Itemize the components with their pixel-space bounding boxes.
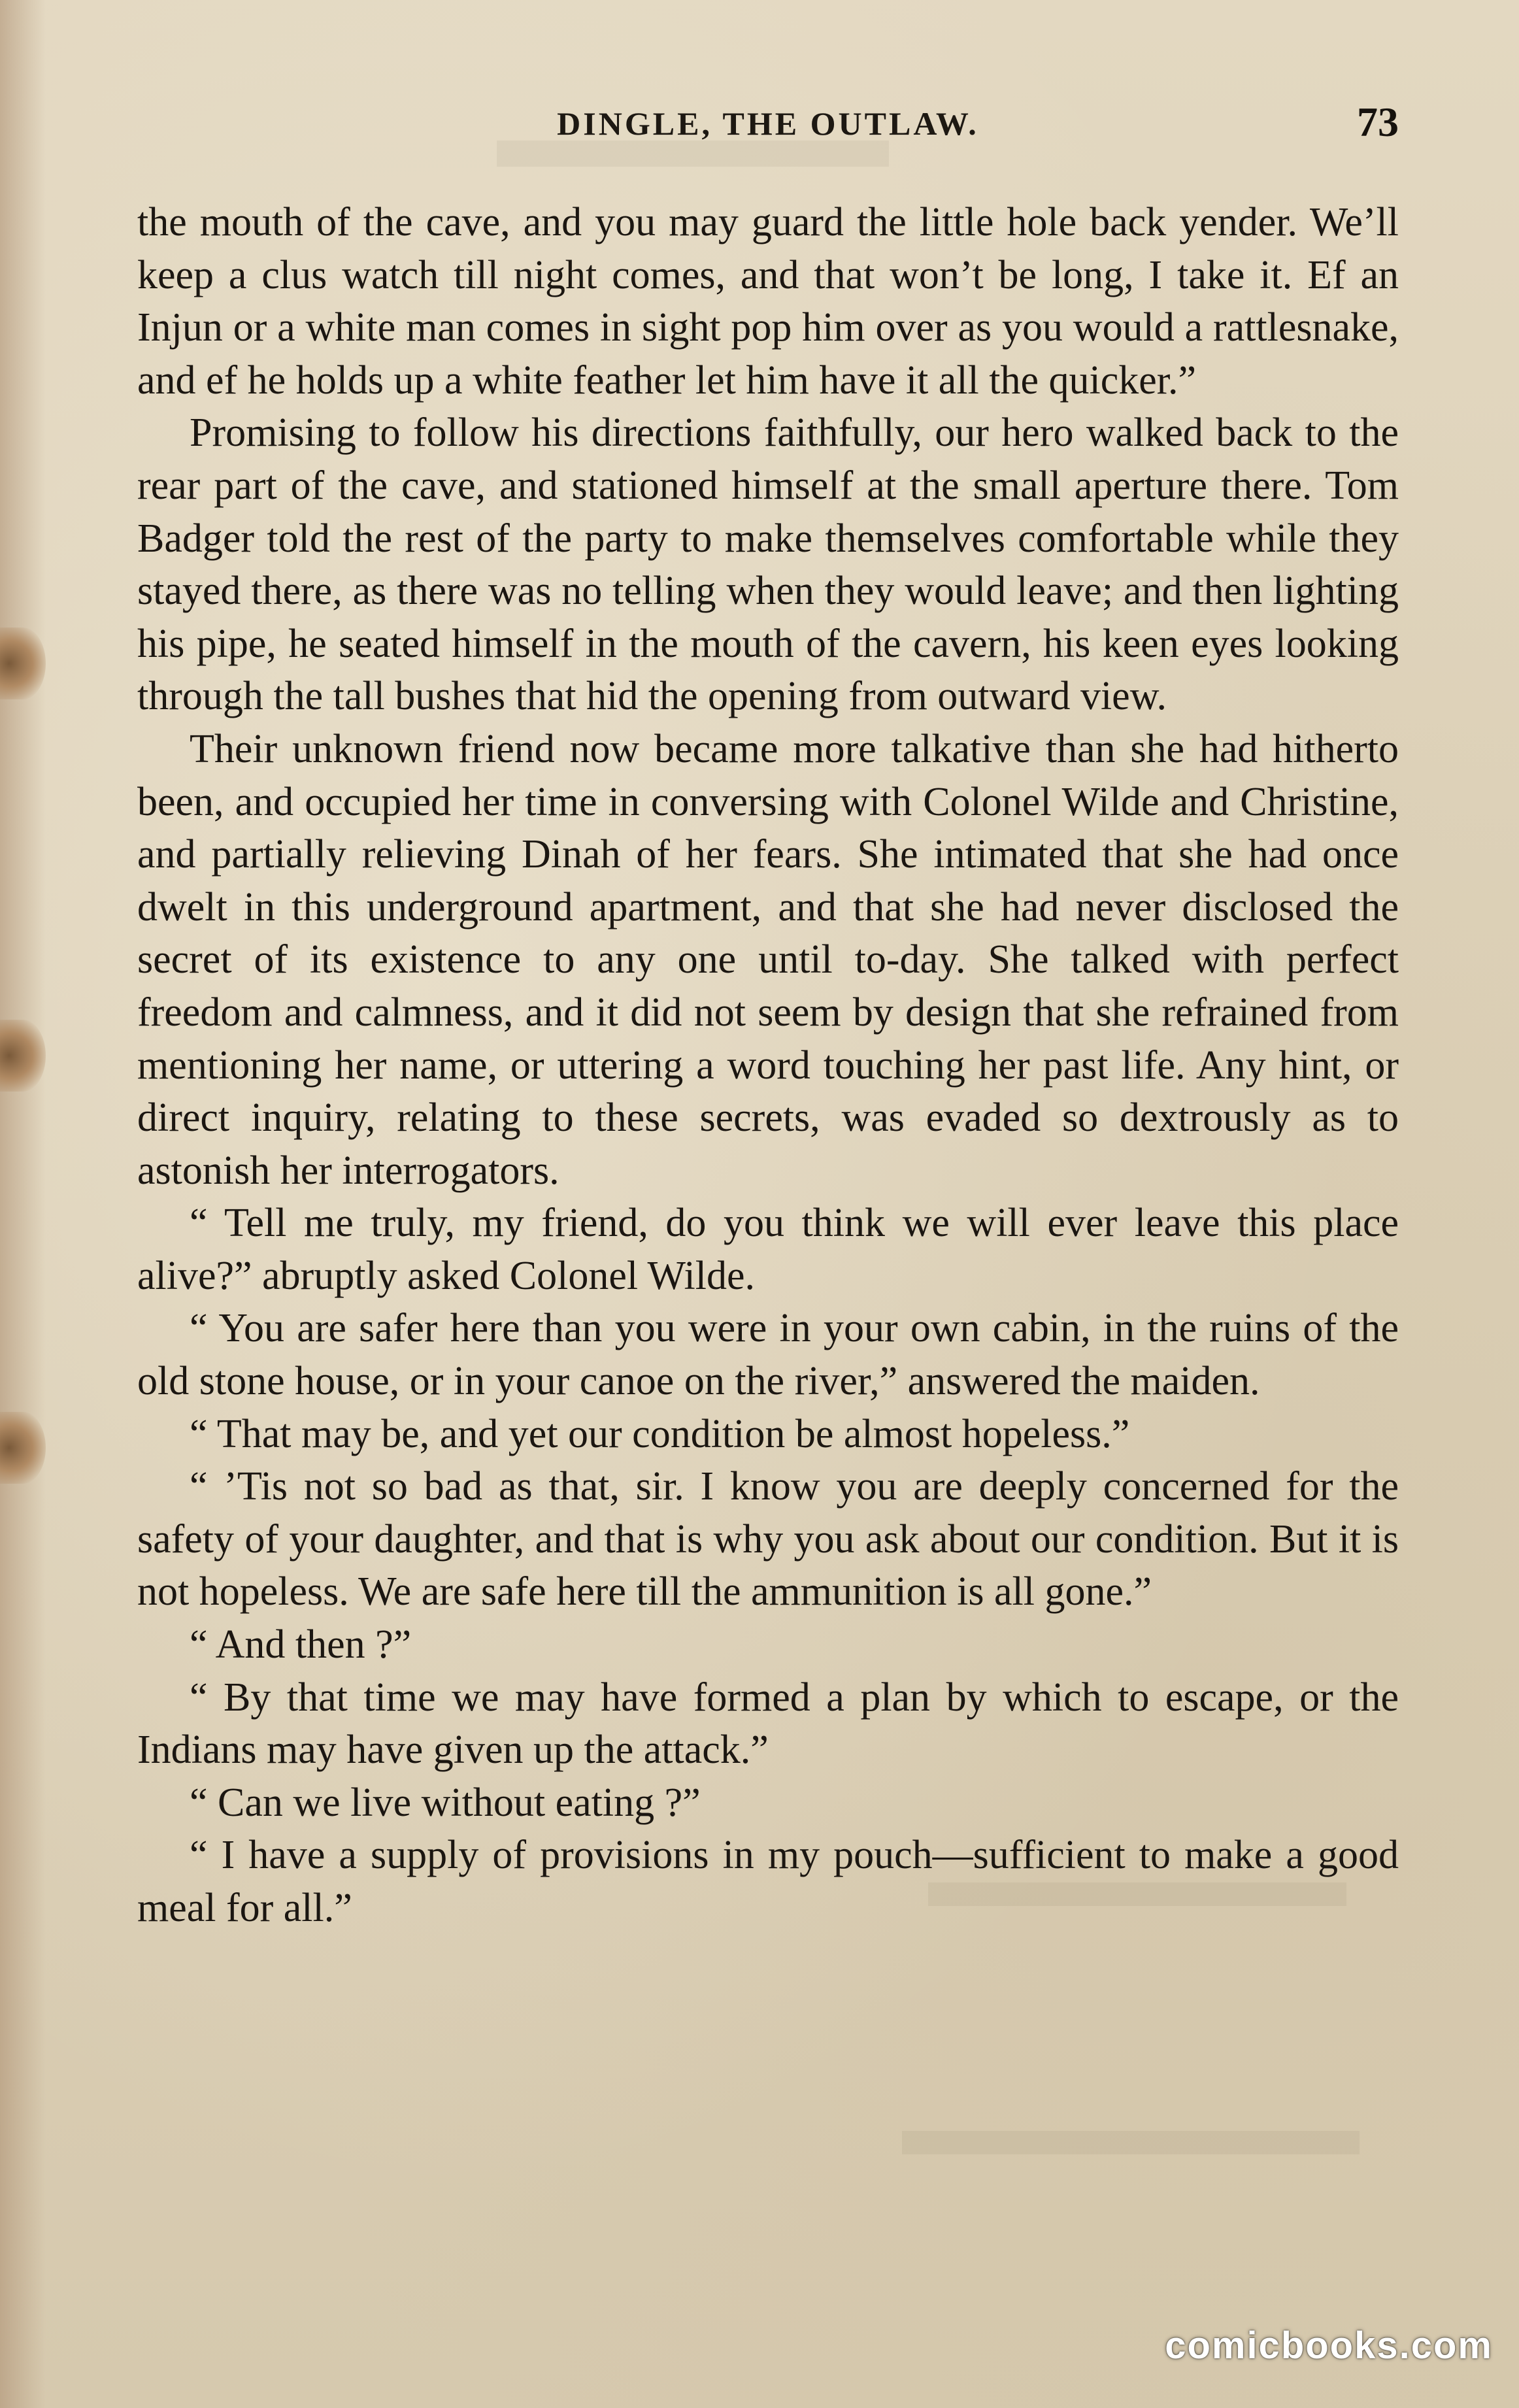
paragraph: “ By that time we may have formed a plan by which to escape, or the Indians may have given up the attack.” (137, 1675, 1399, 1773)
paragraph: Their unknown friend now became more talkative than she had hitherto been, and occupied her time in conversing with Colonel Wilde and Christine, and partially relieving Dinah of her fears. She intimated that she had once dwelt in this underground apartment, and that she had never disclosed the secret of its existence to any one until to-day. She talked with perfect freedom and calmness, and it did not seem by design that she refrained from mentioning her name, or uttering a word touching her past life. Any hint, or direct inquiry, relating to these secrets, was evaded so dextrously as to astonish her interrogators. (137, 726, 1399, 1193)
site-watermark: comicbooks.com (1165, 2324, 1493, 2367)
paragraph: “ ’Tis not so bad as that, sir. I know you are deeply concerned for the safety of your daughter, and that is why you ask about our condition. But it is not hopeless. We are safe here till the ammunition is all gone.” (137, 1464, 1399, 1614)
page-edge-damage (0, 1412, 46, 1484)
bleed-through (902, 2131, 1360, 2154)
paragraph: “ That may be, and yet our condition be almost hopeless.” (190, 1411, 1130, 1456)
running-title: DINGLE, THE OUTLAW. (557, 105, 979, 142)
page-number: 73 (1357, 99, 1399, 145)
paragraph: Promising to follow his directions faithfully, our hero walked back to the rear part of the cave, and stationed himself at the small aperture there. Tom Badger told the rest of the party to make themselves comfortable while they stayed there, as there was no telling when they would leave; and then lighting his pipe, he seated himself in the mouth of the cavern, his keen eyes looking through the tall bushes that hid the opening from outward view. (137, 410, 1399, 719)
paragraph: “ And then ?” (190, 1622, 412, 1667)
page-edge-shadow (0, 0, 46, 2408)
paragraph: “ You are safer here than you were in your own cabin, in the ruins of the old stone house, or in your canoe on the river,” answered the maiden. (137, 1306, 1399, 1404)
paragraph: “ Tell me truly, my friend, do you think we will ever leave this place alive?” abruptly asked Colonel Wilde. (137, 1201, 1399, 1298)
paragraph: “ Can we live without eating ?” (190, 1780, 701, 1825)
paragraph: “ I have a supply of provisions in my pouch—sufficient to make a good meal for all.” (137, 1833, 1399, 1930)
page-edge-damage (0, 1020, 46, 1092)
paragraph: the mouth of the cave, and you may guard the little hole back yender. We’ll keep a clus watch till night comes, and that won’t be long, I take it. Ef an Injun or a white man comes in sight pop him over as you would a rattlesnake, and ef he holds up a white feather let him have it all the quicker.” (137, 200, 1399, 403)
page-edge-damage (0, 627, 46, 699)
page-header (137, 98, 1399, 157)
body-text (137, 196, 1399, 1935)
